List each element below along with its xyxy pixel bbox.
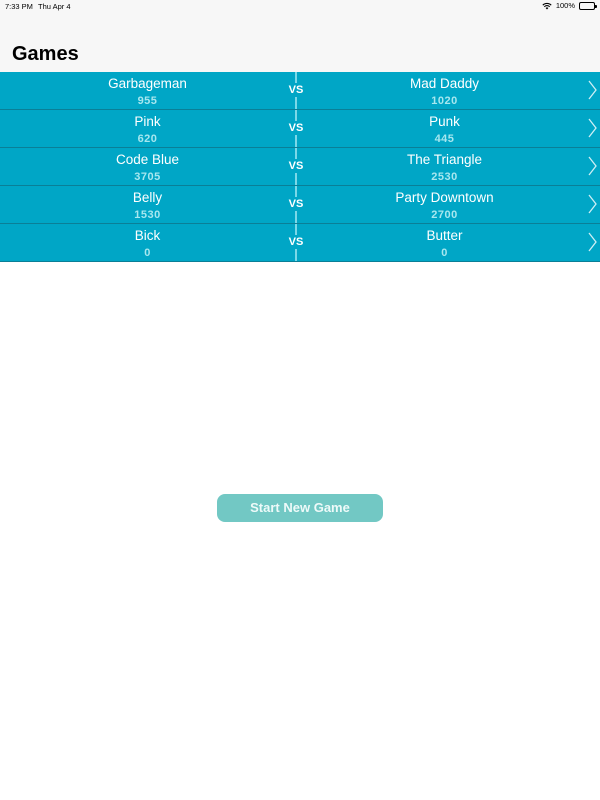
vs-label: VS <box>284 83 308 97</box>
wifi-icon <box>542 2 552 10</box>
team-name: Belly <box>132 190 163 205</box>
team-name: Code Blue <box>115 152 180 167</box>
team-score: 1530 <box>134 209 161 221</box>
vs-label: VS <box>284 197 308 211</box>
team-score: 445 <box>434 133 455 145</box>
team-right <box>297 148 592 184</box>
team-score: 2700 <box>431 209 458 221</box>
team-score: 0 <box>144 247 151 259</box>
games-list <box>0 72 600 262</box>
team-right <box>297 72 592 108</box>
team-name: Pink <box>134 114 161 129</box>
game-row[interactable] <box>0 72 600 110</box>
team-name: Party Downtown <box>395 190 494 205</box>
vs-label: VS <box>284 235 308 249</box>
team-score: 1020 <box>431 95 458 107</box>
vs-label: VS <box>284 159 308 173</box>
team-name: Mad Daddy <box>409 76 480 91</box>
start-new-game-button[interactable]: Start New Game <box>217 494 383 522</box>
battery-icon <box>579 2 595 10</box>
team-right <box>297 186 592 222</box>
team-right <box>297 110 592 146</box>
status-date: Thu Apr 4 <box>38 2 71 11</box>
page-title: Games <box>12 43 79 65</box>
team-score: 2530 <box>431 171 458 183</box>
chevron-right-icon <box>588 118 597 143</box>
team-left <box>0 224 295 260</box>
game-row[interactable] <box>0 148 600 186</box>
team-left <box>0 72 295 108</box>
team-score: 3705 <box>134 171 161 183</box>
game-row[interactable] <box>0 110 600 148</box>
vs-label: VS <box>284 121 308 135</box>
team-left <box>0 110 295 146</box>
chevron-right-icon <box>588 232 597 257</box>
game-row[interactable] <box>0 186 600 224</box>
team-right <box>297 224 592 260</box>
team-name: Punk <box>429 114 460 129</box>
team-score: 955 <box>137 95 158 107</box>
chevron-right-icon <box>588 80 597 105</box>
team-name: The Triangle <box>406 152 483 167</box>
team-score: 0 <box>441 247 448 259</box>
team-name: Butter <box>426 228 463 243</box>
status-right <box>542 1 595 10</box>
status-bar <box>0 0 600 13</box>
status-time: 7:33 PM <box>5 2 33 11</box>
chevron-right-icon <box>588 156 597 181</box>
navigation-bar <box>0 13 600 72</box>
team-score: 620 <box>137 133 158 145</box>
team-left <box>0 148 295 184</box>
team-left <box>0 186 295 222</box>
team-name: Garbageman <box>108 76 187 91</box>
chevron-right-icon <box>588 194 597 219</box>
team-name: Bick <box>134 228 161 243</box>
game-row[interactable] <box>0 224 600 262</box>
battery-percent: 100% <box>555 1 575 10</box>
